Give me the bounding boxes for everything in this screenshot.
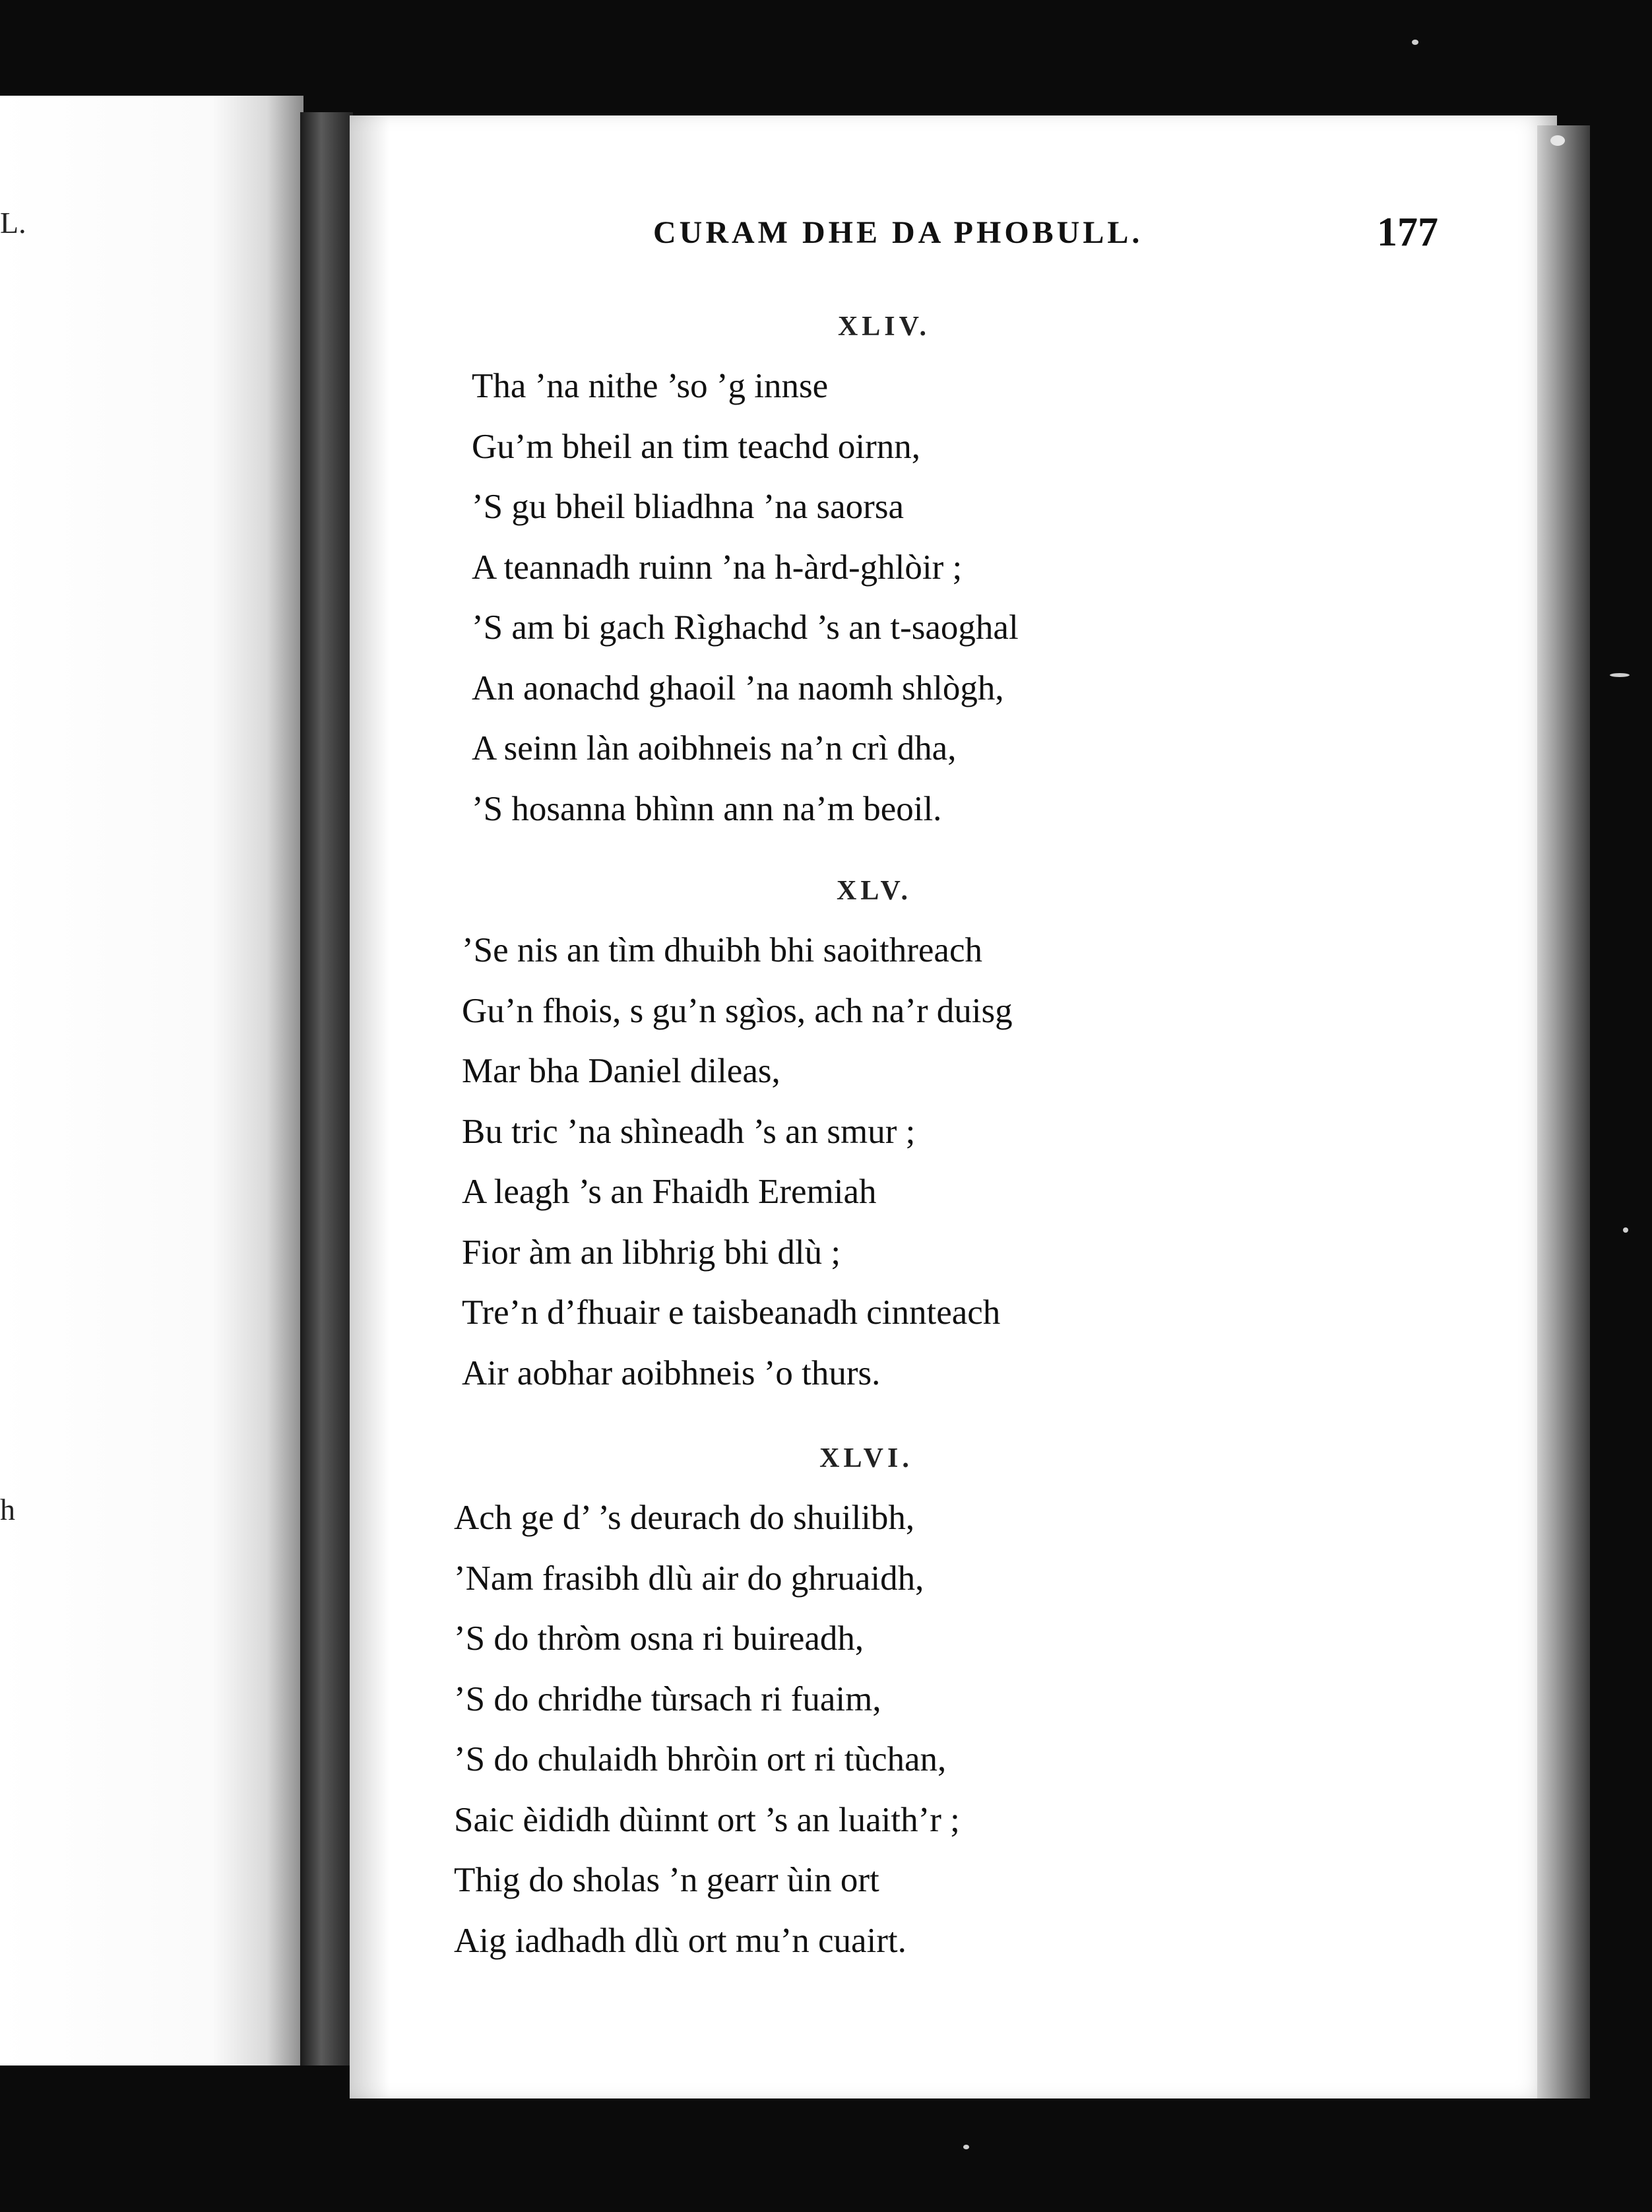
- verse-line: Thig do sholas ’n gearr ùin ort: [454, 1861, 879, 1899]
- verse-line: A teannadh ruinn ’na h-àrd-ghlòir ;: [472, 548, 963, 587]
- verse-line: An aonachd ghaoil ’na naomh shlògh,: [472, 668, 1004, 707]
- verse-line: ’S do thròm osna ri buireadh,: [454, 1619, 864, 1658]
- verse-line: Fior àm an libhrig bhi dlù ;: [462, 1233, 841, 1272]
- verse-line: Gu’n fhois, s gu’n sgìos, ach na’r duisg: [462, 991, 1013, 1030]
- scan-speck: [963, 2145, 969, 2149]
- scan-speck: [1550, 135, 1565, 146]
- verse-line: Tre’n d’fhuair e taisbeanadh cinnteach: [462, 1293, 1001, 1332]
- book-gutter: [300, 112, 353, 2066]
- verse-line: ’S am bi gach Rìghachd ’s an t-saoghal: [472, 608, 1019, 647]
- stanza-numeral: XLIV.: [837, 311, 931, 342]
- left-facing-page: [0, 96, 303, 2066]
- scan-speck: [1412, 40, 1418, 45]
- scan-speck: [1623, 1227, 1628, 1233]
- verse-line: ’S gu bheil bliadhna ’na saorsa: [472, 488, 904, 526]
- verse-line: Gu’m bheil an tim teachd oirnn,: [472, 427, 920, 466]
- left-page-fragment-top: L.: [0, 206, 26, 240]
- verse-line: Aig iadhadh dlù ort mu’n cuairt.: [454, 1921, 906, 1960]
- running-title: CURAM DHE DA PHOBULL.: [653, 215, 1143, 250]
- verse-line: Bu tric ’na shìneadh ’s an smur ;: [462, 1112, 916, 1151]
- verse-line: Mar bha Daniel dileas,: [462, 1052, 780, 1090]
- verse-line: ’Nam frasibh dlù air do ghruaidh,: [454, 1559, 924, 1598]
- stanza-numeral: XLVI.: [819, 1443, 913, 1474]
- page-edge: [1537, 125, 1590, 2098]
- stanza-xlvi: [454, 1429, 1279, 1971]
- verse-line: ’S do chulaidh bhròin ort ri tùchan,: [454, 1740, 947, 1778]
- page-number: 177: [1377, 210, 1438, 255]
- stanza-numeral: XLV.: [837, 876, 912, 906]
- verse-line: Saic èididh dùinnt ort ’s an luaith’r ;: [454, 1800, 960, 1839]
- verse-line: Tha ’na nithe ’so ’g innse: [472, 367, 829, 405]
- page-header: [653, 210, 1438, 267]
- verse-line: Air aobhar aoibhneis ’o thurs.: [462, 1353, 881, 1392]
- scan-speck: [1610, 673, 1630, 677]
- verse-line: A leagh ’s an Fhaidh Eremiah: [462, 1173, 877, 1211]
- verse-line: ’S hosanna bhìnn ann na’m beoil.: [472, 789, 942, 828]
- verse-line: ’Se nis an tìm dhuibh bhi saoithreach: [462, 931, 982, 969]
- verse-line: Ach ge d’ ’s deurach do shuilibh,: [454, 1499, 915, 1537]
- stanza-xliv: [472, 297, 1296, 839]
- verse-line: ’S do chridhe tùrsach ri fuaim,: [454, 1679, 881, 1718]
- verse-line: A seinn làn aoibhneis na’n crì dha,: [472, 729, 957, 767]
- stanza-xlv: [462, 861, 1287, 1404]
- left-page-fragment-bottom: h: [0, 1493, 15, 1526]
- page-gutter-shadow: [350, 115, 389, 2098]
